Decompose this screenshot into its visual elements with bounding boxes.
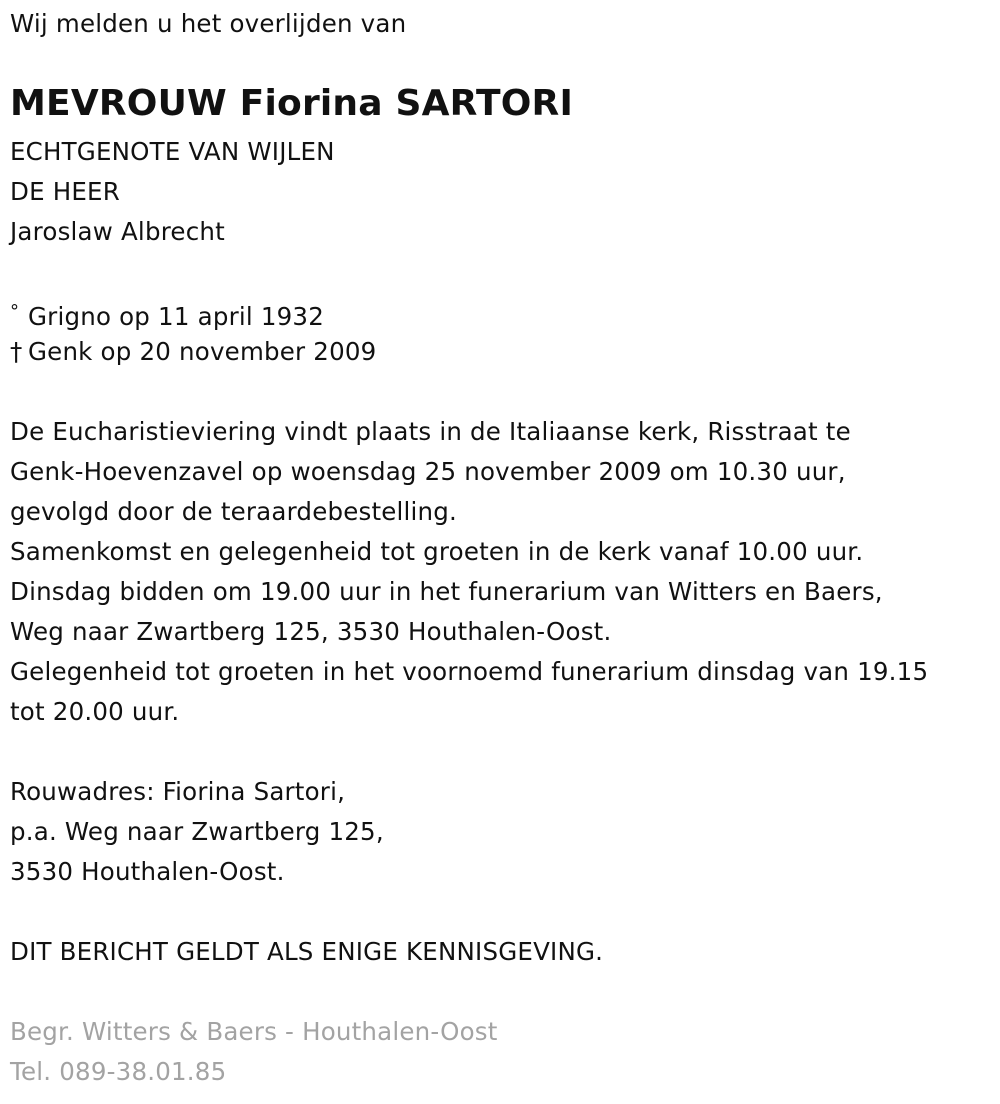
spacer (10, 372, 995, 412)
birth-line (10, 292, 995, 332)
death-text: Genk op 20 november 2009 (28, 337, 377, 366)
cross-icon: † (10, 337, 23, 366)
birth-text: Grigno op 11 april 1932 (28, 302, 325, 331)
ceremony-line: Dinsdag bidden om 19.00 uur in het funerarium van Witters en Baers, (10, 577, 883, 606)
spacer (10, 732, 995, 772)
ceremony-line: tot 20.00 uur. (10, 697, 180, 726)
ceremony-line: Genk-Hoevenzavel op woensdag 25 november 2009 om 10.30 uur, (10, 457, 846, 486)
undertaker-text: Begr. Witters & Baers - Houthalen-Oost (10, 1017, 498, 1046)
ceremony-line: De Eucharistieviering vindt plaats in de Italiaanse kerk, Risstraat te (10, 417, 851, 446)
death-notice (10, 0, 995, 1092)
spacer (10, 972, 995, 1012)
relation-line: DE HEER (10, 177, 120, 206)
address-line: 3530 Houthalen-Oost. (10, 857, 285, 886)
notice-text: DIT BERICHT GELDT ALS ENIGE KENNISGEVING. (10, 937, 604, 966)
ceremony-line: Weg naar Zwartberg 125, 3530 Houthalen-Oost. (10, 617, 612, 646)
ceremony-line: Gelegenheid tot groeten in het voornoemd funerarium dinsdag van 19.15 (10, 657, 929, 686)
ceremony-line: gevolgd door de teraardebestelling. (10, 497, 458, 526)
deceased-name: MEVROUW Fiorina SARTORI (10, 83, 574, 124)
address-line: p.a. Weg naar Zwartberg 125, (10, 817, 384, 846)
relation-line: Jaroslaw Albrecht (10, 217, 225, 246)
intro-text: Wij melden u het overlijden van (10, 9, 407, 38)
ceremony-line: Samenkomst en gelegenheid tot groeten in de kerk vanaf 10.00 uur. (10, 537, 864, 566)
address-line: Rouwadres: Fiorina Sartori, (10, 777, 346, 806)
spacer (10, 892, 995, 932)
phone-text: Tel. 089-38.01.85 (10, 1057, 227, 1086)
spacer (10, 252, 995, 292)
birth-symbol: ° (10, 301, 20, 322)
relation-line: ECHTGENOTE VAN WIJLEN (10, 137, 335, 166)
death-line (10, 332, 995, 372)
